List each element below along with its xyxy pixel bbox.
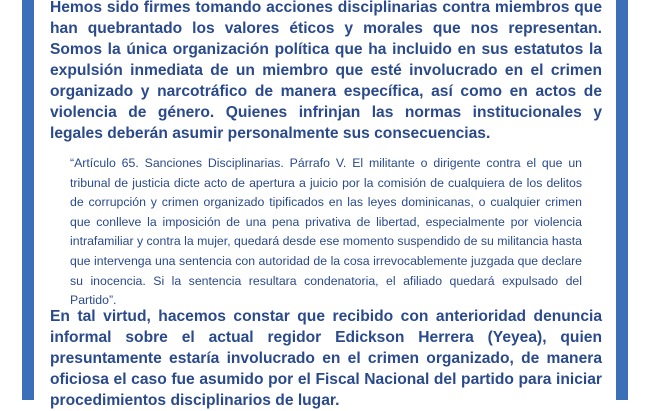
statute-quote: “Artículo 65. Sanciones Disciplinarias. Párrafo V. El militante o dirigente contra el que un tribunal de justicia dicte acto de apertura a juicio por la comisión de cualquiera de los delitos de corrupción y crimen organizado tipificados en las leyes dominicanas, o cualquier crimen que conlleve la imposición de una pena privativa de libertad, especialmente por violencia intrafamiliar y contra la mujer, quedará desde ese momento suspendido de su militancia hasta que intervenga una sentencia con autoridad de la cosa irrevocablemente juzgada que declare su inocencia. Si la sentencia resultara condenatoria, el afiliado quedará expulsado del Partido”. [70, 156, 582, 308]
conclusion-paragraph: En tal virtud, hacemos constar que recibido con anterioridad denuncia informal sobre el actual regidor Edickson Herrera (Yeyea), quien presuntamente estaría involucrado en el crimen organizado, de manera oficiosa el caso fue asumido por el Fiscal Nacional del partido para iniciar procedimientos disciplinarios de lugar. [50, 308, 602, 409]
intro-paragraph: Hemos sido firmes tomando acciones disciplinarias contra miembros que han quebrantado los valores éticos y morales que nos representan. Somos la única organización política que ha incluido en sus estatutos la expulsión inmediata de un miembro que esté involucrado en el crimen organizado y narcotráfico de manera específica, así como en actos de violencia de género. Quienes infrinjan las normas institucionales y legales deberán asumir personalmente sus consecuencias. [50, 0, 602, 142]
left-border [0, 0, 34, 400]
document-body [46, 0, 604, 409]
right-border [616, 0, 650, 400]
